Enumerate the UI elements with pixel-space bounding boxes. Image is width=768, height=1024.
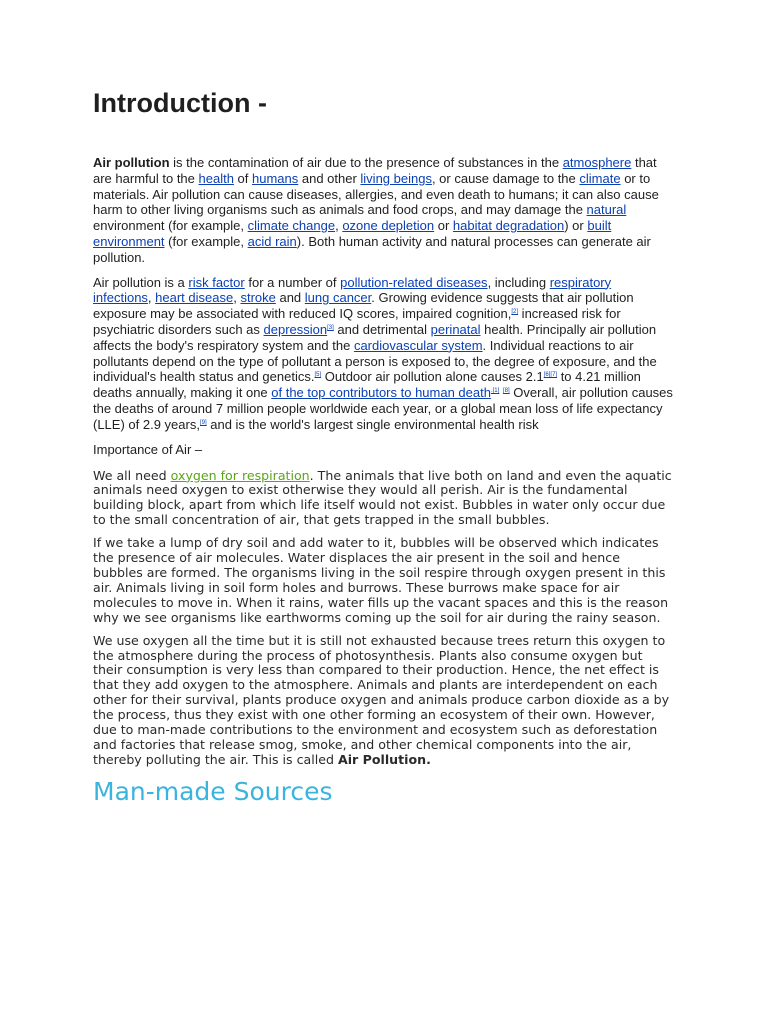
text-run: or to materials. Air pollution can cause diseases, allergies, and even death to humans; it can also cause harm to other living organisms such as animals and food crops, and may damage the [93, 170, 659, 218]
inline-link[interactable]: cardiovascular system [353, 337, 483, 353]
bold-term: Air pollution [93, 155, 170, 170]
section-heading-man-made-sources: Man-made Sources [93, 776, 333, 806]
text-run: We use oxygen all the time but it is still not exhausted because trees return this oxygen to the atmosphere during the process of photosynthesis. Plants also consume oxygen but their consumption is very less than compared to their production. Hence, the net effect is that they add oxygen to the atmosphere. Animals and plants are interdependent on each other for their survival, plants produce oxygen and animals produce carbon dioxide as a by the process, thus they exist with one other forming an ecosystem of their own. However, due to man-made contributions to the environment and ecosystem such as deforestation and factories that release smog, smoke, and other chemical components into the air, thereby polluting the air. This is called [93, 632, 670, 767]
citation-ref[interactable]: [5] [314, 372, 322, 379]
inline-link[interactable]: climate change [247, 218, 336, 234]
text-run: . Growing evidence suggests that air pollution exposure may be associated with reduced IQ scores, impaired cognition, [93, 290, 634, 322]
text-run: health. Principally air pollution affects the body's respiratory system and the [93, 321, 657, 353]
text-run: , [147, 290, 156, 306]
text-run: for a number of [244, 274, 341, 290]
inline-link[interactable]: respiratory infections [93, 274, 612, 306]
inline-link[interactable]: perinatal [430, 321, 481, 337]
inline-link[interactable]: humans [252, 170, 299, 186]
inline-link[interactable]: stroke [240, 290, 276, 306]
inline-link[interactable]: health [198, 170, 234, 186]
text-run: ) or [564, 218, 588, 234]
inline-link[interactable]: risk factor [188, 274, 245, 290]
text-run: . The animals that live both on land and even the aquatic animals need oxygen to exist otherwise they would all perish. Air is the fundamental building block, apart from which life itself would not exist. Bubbles in water only occur due to the small concentration of air, that gets trapped in the small bubbles. [93, 467, 672, 528]
text-run: Overall, air pollution causes the deaths of around 7 million people worldwide each year, or a global mean loss of life expectancy (LLE) of 2.9 years, [93, 385, 673, 432]
text-run: that are harmful to the [93, 155, 657, 186]
inline-link[interactable]: natural [586, 202, 627, 218]
text-run: , [233, 290, 241, 306]
text-run: and detrimental [333, 321, 431, 337]
inline-link[interactable]: built environment [93, 218, 612, 249]
essay-paragraph-2: If we take a lump of dry soil and add water to it, bubbles will be observed which indicates the presence of air molecules. Water displaces the air present in the soil and hence bubbles are formed. The organisms living in the soil respire through oxygen present in this air. Animals living in soil form holes and burrows. These burrows make space for air molecules to move in. When it rains, water fills up the vacant spaces and this is the reason why we see organisms like earthworms coming up the soil for air during the rainy season. [93, 535, 669, 625]
intro-paragraph-1 [93, 155, 673, 266]
text-run: to 4.21 million deaths annually, making it one [93, 369, 641, 401]
citation-ref[interactable]: [3] [327, 324, 334, 331]
inline-link[interactable]: lung cancer [304, 290, 372, 306]
inline-link[interactable]: habitat degradation [452, 218, 565, 234]
citation-ref[interactable]: [9] [199, 419, 207, 426]
text-run: , including [487, 274, 550, 290]
text-run: ). Both human activity and natural processes can generate air pollution. [93, 233, 651, 265]
citation-ref[interactable]: [6][7] [543, 372, 558, 379]
importance-section [93, 469, 673, 768]
text-run: , or cause damage to the [431, 170, 580, 186]
text-run: Outdoor air pollution alone causes 2.1 [321, 369, 544, 385]
text-run: and [275, 290, 305, 306]
text-run: environment (for example, [93, 218, 248, 234]
inline-link[interactable]: living beings [360, 170, 432, 186]
citation-ref[interactable]: [2] [511, 309, 519, 316]
text-run: (for example, [164, 233, 248, 249]
text-run: . Individual reactions to air pollutants depend on the type of pollutant a person is exposed to, the degree of exposure, and the individual's health status and genetics. [93, 337, 657, 385]
bold-term: Air Pollution. [337, 751, 431, 767]
text-run: Air pollution is a [93, 274, 189, 290]
wiki-excerpt [93, 155, 673, 433]
document-content [93, 86, 673, 808]
text-run: We all need [93, 467, 171, 483]
inline-link[interactable]: acid rain [247, 233, 297, 249]
text-run: of [233, 170, 252, 186]
text-run: increased risk for psychiatric disorders such as [93, 306, 621, 337]
inline-link[interactable]: of the top contributors to human death [271, 385, 491, 401]
text-run: , [335, 218, 343, 234]
essay-paragraph-1 [93, 469, 673, 529]
inline-link[interactable]: ozone depletion [342, 218, 435, 234]
inline-link[interactable]: heart disease [155, 290, 234, 306]
importance-heading: Importance of Air – [93, 441, 203, 457]
text-run: or [434, 218, 453, 234]
inline-link[interactable]: atmosphere [562, 155, 632, 170]
inline-link[interactable]: oxygen for respiration [170, 467, 310, 483]
inline-link[interactable]: depression [263, 321, 328, 337]
text-run: and other [298, 170, 361, 186]
page-title: Introduction - [93, 88, 267, 118]
essay-paragraph-3 [93, 634, 673, 768]
text-run: and is the world's largest single environmental health risk [206, 416, 539, 432]
intro-paragraph-2 [93, 275, 673, 433]
inline-link[interactable]: climate [579, 170, 621, 186]
inline-link[interactable]: pollution-related diseases [340, 274, 488, 290]
citation-ref[interactable]: .[1] [490, 388, 500, 395]
text-run: is the contamination of air due to the presence of substances in the [169, 155, 563, 170]
citation-ref[interactable]: [8] [502, 388, 510, 395]
